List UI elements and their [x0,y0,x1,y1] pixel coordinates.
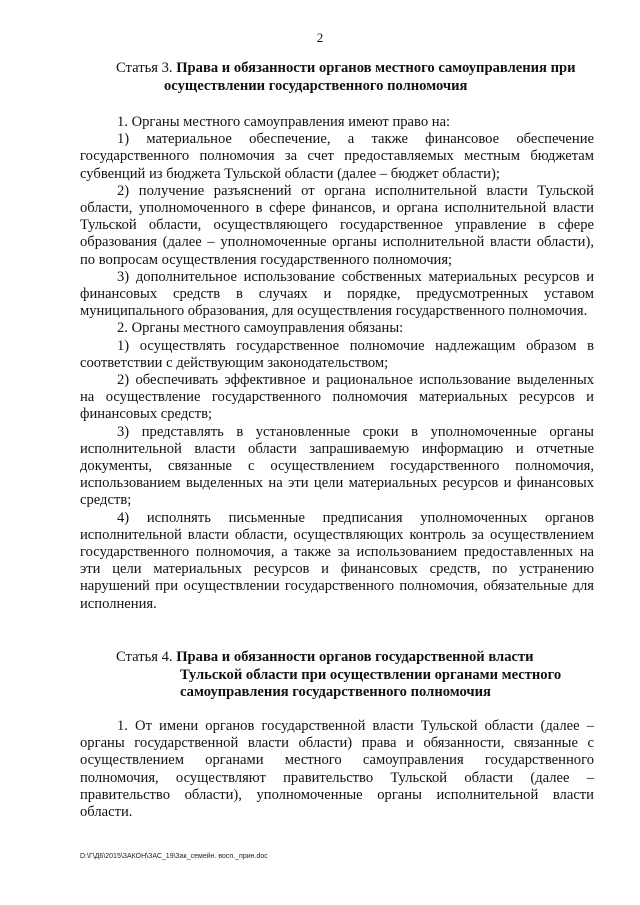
paragraph: 1. Органы местного самоуправления имеют право на: [117,114,451,130]
article-4-heading [116,649,606,702]
paragraph: 3) дополнительное использование собственных материальных ресурсов и финансовых средств в случаях и порядке, предусмотренных уставом муниципального образования, для осуществления государственного полномочия. [80,268,594,320]
article-4-title-line-2: Тульской области при осуществлении органами местного [180,666,562,683]
article-3-title-line-1: Права и обязанности органов местного самоуправления при [176,60,576,76]
article-3-prefix: Статья 3. [116,60,173,76]
paragraph: 2. Органы местного самоуправления обязаны: [117,320,404,337]
article-3-title-line-2: осуществлении государственного полномочия [164,77,468,94]
paragraph: 1. От имени органов государственной власти Тульской области (далее – органы государственной власти области) права и обязанности, связанные с осуществлением органами местного самоуправления государственного полномочия, осуществляют правительство Тульской области (далее – правительство области), уполномоченные органы исполнительной власти области. [80,718,594,821]
article-4-body [80,718,594,821]
paragraph: 2) обеспечивать эффективное и рациональное использование выделенных на осуществление государственного полномочия материальных ресурсов и финансовых средств; [80,372,594,423]
page-number: 2 [316,30,324,45]
article-4-title-line-1: Права и обязанности органов государственной власти [176,649,534,665]
paragraph: 1) осуществлять государственное полномочие надлежащим образом в соответствии с действующим законодательством; [80,337,594,371]
article-4-title-line-3: самоуправления государственного полномочия [180,684,491,700]
paragraph: 3) представлять в установленные сроки в уполномоченные органы исполнительной власти области запрашиваемую информацию и отчетные документы, связанные с осуществлением государственного полномочия, использованием выделенных на эти цели материальных ресурсов и финансовых средств; [80,423,594,509]
paragraph: 1) материальное обеспечение, а также финансовое обеспечение государственного полномочия за счет предоставляемых местным бюджетам субвенций из бюджета Тульской области (далее – бюджет области); [80,131,594,182]
article-4-prefix: Статья 4. [116,649,173,665]
paragraph: 2) получение разъяснений от органа исполнительной власти Тульской области, уполномоченного в сфере финансов, и органа исполнительной власти Тульской области, осуществляющего государственное управление в сфере образования (далее – уполномоченные органы исполнительной власти области), по вопросам осуществления государственного полномочия; [80,182,594,268]
footer-file-path: D:\Г\Д6\2015\ЗАКОН\ЗАС_19\Зак_семейн. восп._прин.doc [80,853,268,860]
article-3-body [80,114,594,613]
article-3-heading [116,60,606,95]
paragraph: 4) исполнять письменные предписания уполномоченных органов исполнительной власти области, осуществляющих контроль за осуществлением государственного полномочия, а также за использованием предоставленных на эти цели материальных ресурсов и финансовых средств, по устранению нарушений при осуществлении государственного полномочия, обязательные для исполнения. [80,509,594,612]
